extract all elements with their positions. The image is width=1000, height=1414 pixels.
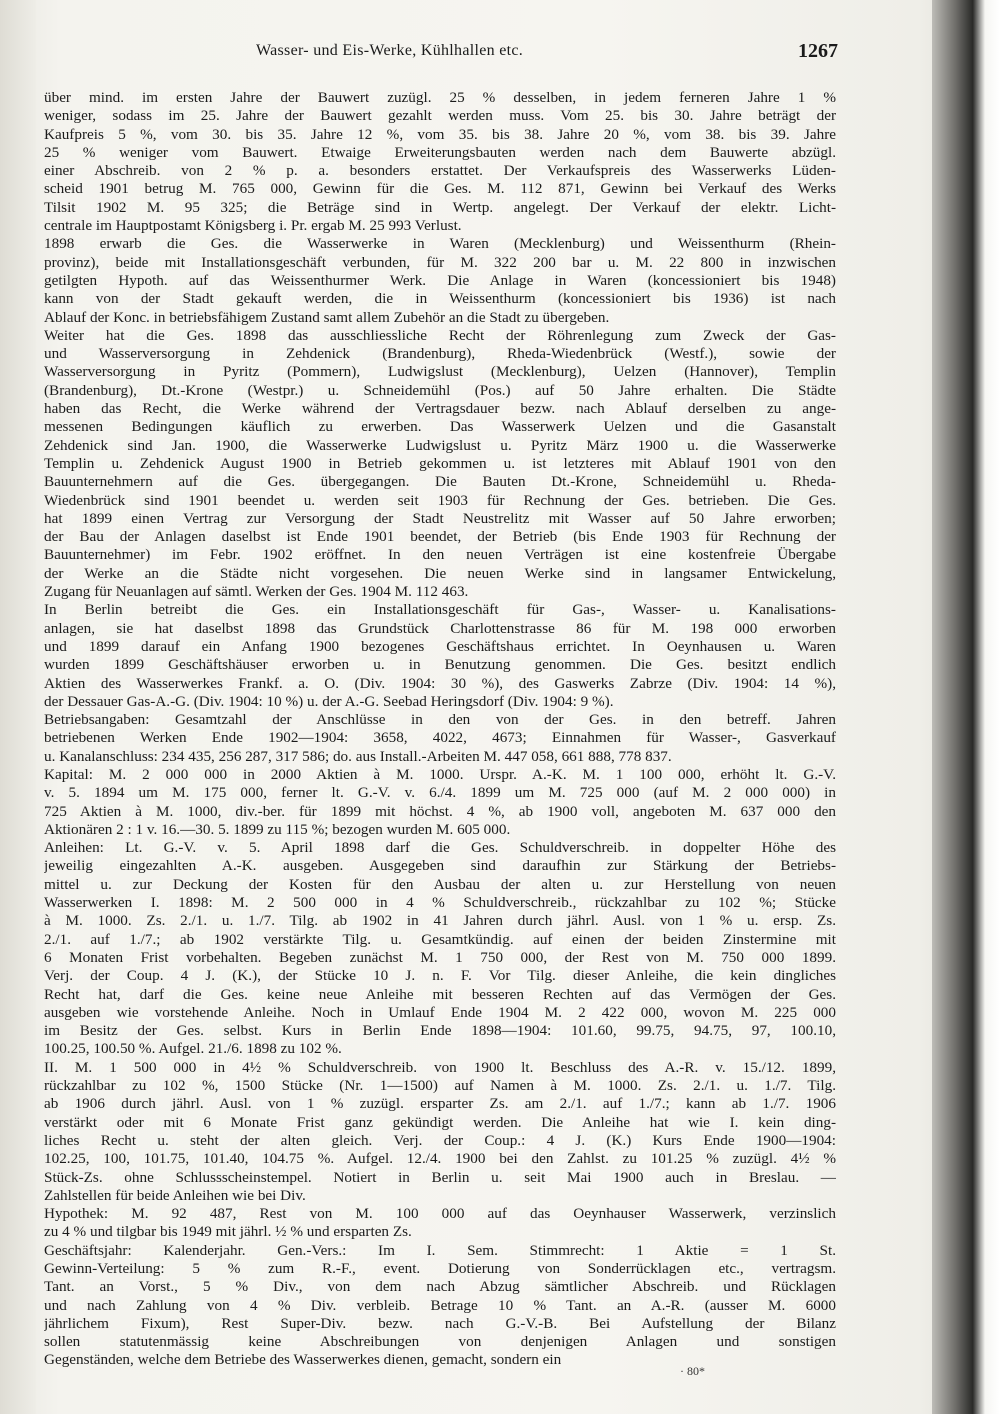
text-line: kann von der Stadt gekauft werden, die in Weissenthurm (koncessioniert bis 1936) ist nach — [44, 290, 836, 308]
text-line: im Besitz der Ges. selbst. Kurs in Berlin Ende 1898—1904: 101.60, 99.75, 94.75, 97, 100.10, — [44, 1022, 836, 1040]
page-header — [40, 40, 840, 70]
text-line: Gewinn-Verteilung: 5 % zum R.-F., event. Dotierung von Sonderrücklagen etc., vertragsm. — [44, 1260, 836, 1277]
left-margin-shadow — [0, 0, 36, 1414]
text-line: à M. 1000. Zs. 2./1. u. 1./7. Tilg. ab 1902 in 41 Jahren durch jährl. Ausl. von 1 % u. ersp. Zs. — [44, 912, 836, 930]
text-line: Zahlstellen für beide Anleihen wie bei Div. — [44, 1186, 306, 1204]
text-line: 1898 erwarb die Ges. die Wasserwerke in Waren (Mecklenburg) und Weissenthurm (Rhein- — [44, 235, 836, 253]
text-line: der Werke an die Städte nicht vorgesehen. Die neuen Werke sind in langsamer Entwickelung, — [44, 564, 836, 582]
body-text — [44, 89, 836, 1370]
text-line: Zehdenick sind Jan. 1900, die Wasserwerke Ludwigslust u. Pyritz März 1900 u. die Wasserwerke — [44, 436, 836, 454]
text-line: der Bau der Anlagen daselbst ist Ende 1901 beendet, der Betrieb (bis Ende 1903 für Rechnung der — [44, 528, 836, 546]
text-line: Anleihen: Lt. G.-V. v. 5. April 1898 darf die Ges. Schuldverschreib. in doppelter Höhe des — [44, 839, 836, 857]
text-line: Hypothek: M. 92 487, Rest von M. 100 000 auf das Oeynhauser Wasserwerk, verzinslich — [44, 1205, 836, 1223]
text-line: sollen statutenmässig keine Abschreibungen von denjenigen Anlagen und sonstigen — [44, 1333, 836, 1351]
text-line: Aktionären 2 : 1 v. 16.—30. 5. 1899 zu 115 %; bezogen wurden M. 605 000. — [44, 820, 511, 838]
text-line: 725 Aktien à M. 1000, div.-ber. für 1899 mit höchst. 4 %, ab 1900 voll, angeboten M. 637 000 den — [44, 802, 836, 820]
text-line: provinz), beide mit Installationsgeschäft verbunden, für M. 322 200 bar u. M. 22 800 in inzwischen — [44, 253, 836, 271]
text-line: Wiedenbrück sind 1901 beendet u. werden seit 1903 für Rechnung der Ges. betrieben. Die Ges. — [44, 491, 836, 509]
text-line: Verj. der Coup. 4 J. (K.), der Stücke 10 J. n. F. Vor Tilg. dieser Anleihe, die kein dingliches — [44, 967, 836, 985]
text-line: Aktien des Wasserwerkes Frankf. a. O. (Div. 1904: 30 %), des Gaswerks Zabrze (Div. 1904: 14 %), — [44, 674, 836, 692]
signature-mark: · 80* — [680, 1364, 705, 1378]
text-line: ausgeben wie vorstehende Anleihe. Noch in Umlauf Ende 1904 M. 2 422 000, wovon M. 225 000 — [44, 1003, 836, 1021]
page-number: 1267 — [798, 40, 838, 62]
text-line: Geschäftsjahr: Kalenderjahr. Gen.-Vers.: Im I. Sem. Stimmrecht: 1 Aktie = 1 St. — [44, 1241, 836, 1259]
text-line: Bauunternehmer) im Febr. 1902 eröffnet. In den neuen Verträgen ist eine kostenfreie Übergabe — [44, 546, 836, 564]
text-line: Stück-Zs. ohne Schlussscheinstempel. Notiert in Berlin u. seit Mai 1900 auch in Breslau. — — [44, 1168, 836, 1186]
text-line: weniger, sodass im 25. Jahre der Bauwert gezahlt werden muss. Vom 25. bis 30. Jahre beträgt der — [44, 107, 836, 125]
text-line: haben das Recht, die Werke während der Vertragsdauer bezw. nach Ablauf derselben zu ange- — [44, 400, 836, 418]
text-line: Wasserversorgung in Pyritz (Pommern), Ludwigslust (Mecklenburg), Uelzen (Hannover), Templin — [44, 363, 836, 381]
text-line: liches Recht u. steht der alten gleich. Verj. der Coup.: 4 J. (K.) Kurs Ende 1900—1904: — [44, 1131, 836, 1149]
text-line: getilgten Hypoth. auf das Weissenthurmer Werk. Die Anlage in Waren (koncessioniert bis 1948) — [44, 271, 836, 289]
text-line: Gegenständen, welche dem Betriebe des Wasserwerkes dienen, gemacht, sondern ein — [44, 1351, 562, 1369]
text-line: 102.25, 100, 101.75, 101.40, 104.75 %. Aufgel. 12./4. 1900 bei den Zahlst. zu 101.25 % zuzügl. 4½ % — [44, 1150, 836, 1168]
text-line: jeweilig eingezahlten A.-K. ausgeben. Ausgegeben sind daraufhin zur Stärkung der Betriebs- — [44, 857, 836, 875]
text-line: verstärkt oder mit 6 Monate Frist ganz gekündigt werden. Die Anleihe hat wie I. kein ding- — [44, 1113, 836, 1131]
text-line: rückzahlbar zu 102 %, 1500 Stücke (Nr. 1—1500) auf Namen à M. 1000. Zs. 2./1. u. 1./7. Tilg. — [44, 1077, 836, 1095]
text-line: über mind. im ersten Jahre der Bauwert zuzügl. 25 % desselben, in jedem ferneren Jahre 1 % — [44, 89, 836, 106]
text-line: hat 1899 einen Vertrag zur Versorgung der Stadt Neustrelitz mit Wasser auf 50 Jahre erworben; — [44, 509, 836, 527]
text-line: wurden 1899 Geschäftshäuser erworben u. in Benutzung genommen. Die Ges. besitzt endlich — [44, 656, 836, 674]
text-line: 6 Monaten Frist vorbehalten. Begeben zunächst M. 1 750 000, der Rest von M. 750 000 1899. — [44, 948, 836, 966]
text-line: Weiter hat die Ges. 1898 das ausschliessliche Recht der Röhrenlegung zum Zweck der Gas- — [44, 326, 836, 344]
text-line: 25 % weniger vom Bauwert. Etwaige Erweiterungsbauten werden nach dem Bauwerte abzügl. — [44, 143, 836, 161]
text-line: (Brandenburg), Dt.-Krone (Westpr.) u. Schneidemühl (Pos.) auf 50 Jahre erhalten. Die Städte — [44, 381, 836, 399]
text-line: ab 1906 durch jährl. Ausl. von 1 % zuzügl. ersparter Zs. am 2./1. auf 1./7.; kann ab 1./7. 1906 — [44, 1095, 836, 1113]
text-line: Ablauf der Konc. in betriebsfähigem Zustand samt allem Zubehör an die Stadt zu übergeben. — [44, 308, 610, 326]
text-line: 2./1. auf 1./7.; ab 1902 verstärkte Tilg. u. Gesamtkündig. auf einen der beiden Zinstermine mit — [44, 930, 836, 948]
text-line: 100.25, 100.50 %. Aufgel. 21./6. 1898 zu 102 %. — [44, 1040, 342, 1058]
text-line: betriebenen Werken Ende 1902—1904: 3658, 4022, 4673; Einnahmen für Wasser-, Gasverkauf — [44, 729, 836, 747]
text-line: u. Kanalanschluss: 234 435, 256 287, 317 586; do. aus Install.-Arbeiten M. 447 058, 661 888, 778 837. — [44, 747, 672, 765]
text-line: II. M. 1 500 000 in 4½ % Schuldverschreib. von 1900 lt. Beschluss des A.-R. v. 15./12. 1899, — [44, 1058, 836, 1076]
text-line: und 1899 darauf ein Anfang 1900 bezogenes Geschäftshaus errichtet. In Oeynhausen u. Waren — [44, 637, 836, 655]
text-line: zu 4 % und tilgbar bis 1949 mit jährl. ½ % und ersparten Zs. — [44, 1223, 412, 1241]
text-line: Tant. an Vorst., 5 % Div., von dem nach Abzug sämtlicher Abschreib. und Rücklagen — [44, 1278, 836, 1296]
text-line: und nach Zahlung von 4 % Div. verbleib. Betrage 10 % Tant. an A.-R. (ausser M. 6000 — [44, 1296, 836, 1314]
text-line: Tilsit 1902 M. 95 325; die Beträge sind in Wertp. angelegt. Der Verkauf der elektr. Licht- — [44, 198, 836, 216]
text-line: anlagen, sie hat daselbst 1898 das Grundstück Charlottenstrasse 86 für M. 198 000 erworben — [44, 619, 836, 637]
text-line: In Berlin betreibt die Ges. ein Installationsgeschäft für Gas-, Wasser- u. Kanalisations- — [44, 601, 836, 619]
right-gutter-shadow — [932, 0, 1000, 1414]
text-line: einer Abschreib. von 2 % p. a. besonders erstattet. Der Verkaufspreis des Wasserwerks Lüden- — [44, 162, 836, 180]
text-line: und Wasserversorgung in Zehdenick (Brandenburg), Rheda-Wiedenbrück (Westf.), sowie der — [44, 345, 836, 363]
text-line: centrale im Hauptpostamt Königsberg i. Pr. ergab M. 25 993 Verlust. — [44, 217, 462, 235]
text-line: messenen Bedingungen käuflich zu erwerben. Das Wasserwerk Uelzen und die Gasanstalt — [44, 418, 836, 436]
running-title: Wasser- und Eis-Werke, Kühlhallen etc. — [256, 42, 524, 59]
text-line: der Dessauer Gas-A.-G. (Div. 1904: 10 %) u. der A.-G. Seebad Heringsdorf (Div. 1904: 9 %). — [44, 692, 614, 710]
text-line: Kapital: M. 2 000 000 in 2000 Aktien à M. 1000. Urspr. A.-K. M. 1 100 000, erhöht lt. G.-V. — [44, 765, 836, 783]
text-line: Betriebsangaben: Gesamtzahl der Anschlüsse in den von der Ges. in den betreff. Jahren — [44, 711, 836, 729]
text-line: Wasserwerken I. 1898: M. 2 500 000 in 4 % Schuldverschreib., rückzahlbar zu 102 %; Stücke — [44, 894, 836, 912]
text-line: Recht hat, darf die Ges. keine neue Anleihe mit besseren Rechten auf das Vermögen der Ges. — [44, 985, 836, 1003]
text-line: Templin u. Zehdenick August 1900 in Betrieb gekommen u. ist letzteres mit Ablauf 1901 von den — [44, 454, 836, 472]
text-line: Zugang für Neuanlagen auf sämtl. Werken der Ges. 1904 M. 112 463. — [44, 583, 469, 601]
text-line: jährlichem Fixum), Rest Super-Div. bezw. nach G.-V.-B. Bei Aufstellung der Bilanz — [44, 1314, 836, 1332]
text-line: mittel u. zur Deckung der Kosten für den Ausbau der alten u. zur Herstellung von neuen — [44, 875, 836, 893]
text-line: Kaufpreis 5 %, vom 30. bis 35. Jahre 12 %, vom 35. bis 38. Jahre 20 %, vom 38. bis 39. Jahre — [44, 125, 836, 143]
text-line: Bauunternehmern auf die Ges. übergegangen. Die Bauten Dt.-Krone, Schneidemühl u. Rheda- — [44, 473, 836, 491]
text-line: scheid 1901 betrug M. 765 000, Gewinn für die Ges. M. 112 871, Gewinn bei Verkauf des Werks — [44, 180, 836, 198]
text-line: v. 5. 1894 um M. 175 000, ferner lt. G.-V. v. 6./4. 1899 um M. 725 000 (auf M. 2 000 000) in — [44, 784, 836, 802]
